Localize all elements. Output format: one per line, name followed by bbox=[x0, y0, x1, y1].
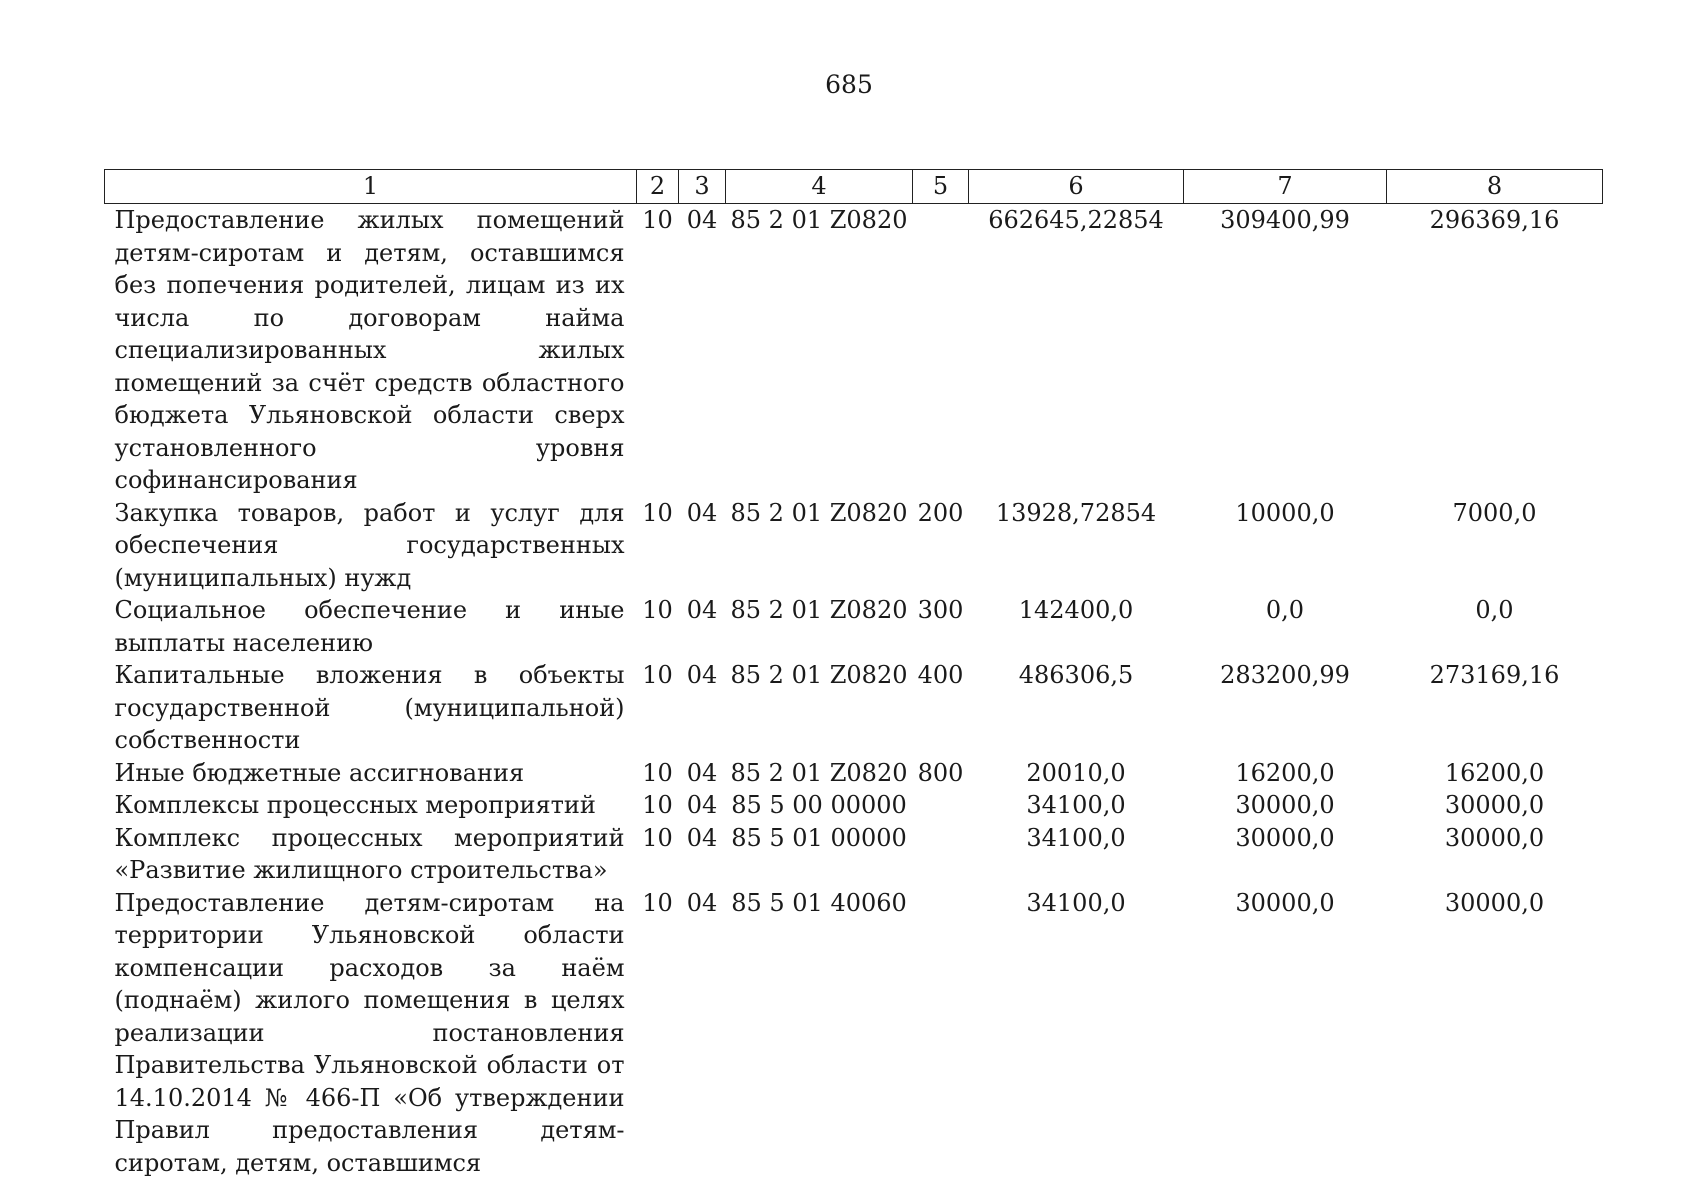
row-name: Иные бюджетные ассигнования bbox=[114, 758, 525, 787]
header-col-6: 6 bbox=[969, 170, 1184, 204]
table-row bbox=[105, 497, 1603, 595]
header-col-2: 2 bbox=[637, 170, 679, 204]
row-name: Капитальные вложения в объекты государственной (муниципальной) собственности bbox=[114, 661, 625, 754]
row-value-col6: 486306,5 bbox=[1018, 661, 1134, 689]
row-name: Комплексы процессных мероприятий bbox=[114, 791, 596, 819]
row-value-col7: 0,0 bbox=[1265, 596, 1305, 624]
row-section: 10 bbox=[642, 206, 673, 234]
table-row bbox=[105, 204, 1603, 497]
row-subsection: 04 bbox=[686, 823, 718, 852]
row-value-col7: 30000,0 bbox=[1235, 888, 1335, 917]
row-name: Предоставление детям-сиротам на территории Ульяновской области компенсации расходов за наём (поднаём) жилого помещения в целях реализации постановления Правительства Ульяновской области от 14.10.2014 № 466-П «Об утверждении Правил предоставления детям-сиротам, детям, оставшимся bbox=[114, 888, 625, 1177]
row-target-article: 85 5 01 40060 bbox=[731, 888, 907, 917]
row-name: Закупка товаров, работ и услуг для обеспечения государственных (муниципальных) нужд bbox=[114, 498, 625, 592]
row-value-col8: 30000,0 bbox=[1444, 791, 1545, 819]
row-value-col6: 34100,0 bbox=[1026, 823, 1126, 852]
row-value-col7: 30000,0 bbox=[1235, 823, 1335, 852]
row-value-col8: 0,0 bbox=[1475, 596, 1514, 624]
header-col-8: 8 bbox=[1387, 170, 1603, 204]
row-value-col6: 34100,0 bbox=[1026, 791, 1126, 819]
row-value-col6: 20010,0 bbox=[1026, 758, 1126, 787]
row-subsection: 04 bbox=[686, 791, 718, 819]
row-name: Социальное обеспечение и иные выплаты населению bbox=[114, 596, 625, 657]
row-value-col7: 283200,99 bbox=[1220, 661, 1350, 689]
row-subsection: 04 bbox=[686, 596, 718, 624]
row-value-col7: 309400,99 bbox=[1220, 206, 1350, 234]
row-expense-type: 200 bbox=[917, 498, 964, 527]
table-row bbox=[105, 594, 1603, 659]
row-subsection: 04 bbox=[686, 888, 718, 917]
row-value-col6: 142400,0 bbox=[1018, 596, 1134, 624]
row-target-article: 85 2 01 Z0820 bbox=[730, 596, 908, 624]
row-target-article: 85 2 01 Z0820 bbox=[730, 498, 908, 527]
row-expense-type bbox=[913, 887, 969, 1180]
row-section: 10 bbox=[642, 823, 673, 852]
row-value-col7: 10000,0 bbox=[1235, 498, 1335, 527]
budget-table bbox=[104, 169, 1603, 1179]
header-col-7: 7 bbox=[1184, 170, 1387, 204]
table-row bbox=[105, 659, 1603, 757]
row-value-col8: 30000,0 bbox=[1444, 823, 1545, 852]
row-value-col7: 30000,0 bbox=[1235, 791, 1335, 819]
table-body bbox=[105, 204, 1603, 1180]
row-value-col8: 16200,0 bbox=[1444, 758, 1545, 787]
row-subsection: 04 bbox=[686, 661, 718, 689]
row-subsection: 04 bbox=[686, 758, 718, 787]
table-row bbox=[105, 887, 1603, 1180]
row-target-article: 85 2 01 Z0820 bbox=[730, 661, 908, 689]
row-value-col8: 296369,16 bbox=[1429, 206, 1560, 234]
table-row bbox=[105, 822, 1603, 887]
row-section: 10 bbox=[642, 791, 673, 819]
row-value-col7: 16200,0 bbox=[1235, 758, 1335, 787]
row-section: 10 bbox=[642, 596, 673, 624]
header-col-3: 3 bbox=[679, 170, 726, 204]
table-row bbox=[105, 789, 1603, 822]
row-value-col6: 34100,0 bbox=[1026, 888, 1126, 917]
row-name: Предоставление жилых помещений детям-сиротам и детям, оставшимся без попечения родителей, лицам из их числа по договорам найма специализированных жилых помещений за счёт средств областного бюджета Ульяновской области сверх установленного уровня софинансирования bbox=[114, 206, 625, 494]
header-col-5: 5 bbox=[913, 170, 969, 204]
header-row bbox=[105, 170, 1603, 204]
row-expense-type: 400 bbox=[917, 661, 964, 689]
row-section: 10 bbox=[642, 498, 673, 527]
table-header bbox=[105, 170, 1603, 204]
row-expense-type: 300 bbox=[917, 596, 964, 624]
row-subsection: 04 bbox=[686, 206, 718, 234]
row-value-col8: 30000,0 bbox=[1444, 888, 1545, 917]
row-value-col8: 7000,0 bbox=[1452, 498, 1537, 527]
table-row bbox=[105, 757, 1603, 790]
row-name: Комплекс процессных мероприятий «Развитие жилищного строительства» bbox=[114, 823, 625, 884]
page-number: 685 bbox=[825, 70, 873, 99]
row-target-article: 85 5 00 00000 bbox=[731, 791, 907, 819]
row-section: 10 bbox=[642, 758, 673, 787]
row-target-article: 85 2 01 Z0820 bbox=[730, 758, 908, 787]
row-expense-type bbox=[913, 789, 969, 822]
row-section: 10 bbox=[642, 661, 673, 689]
row-expense-type bbox=[913, 822, 969, 887]
row-expense-type bbox=[913, 204, 969, 497]
row-target-article: 85 2 01 Z0820 bbox=[730, 206, 908, 234]
row-value-col6: 13928,72854 bbox=[995, 498, 1157, 527]
row-value-col8: 273169,16 bbox=[1429, 661, 1560, 689]
header-col-4: 4 bbox=[726, 170, 913, 204]
row-subsection: 04 bbox=[686, 498, 718, 527]
row-section: 10 bbox=[642, 888, 673, 917]
row-expense-type: 800 bbox=[917, 758, 964, 787]
row-value-col6: 662645,22854 bbox=[988, 206, 1164, 234]
header-col-1: 1 bbox=[105, 170, 637, 204]
row-target-article: 85 5 01 00000 bbox=[731, 823, 907, 852]
